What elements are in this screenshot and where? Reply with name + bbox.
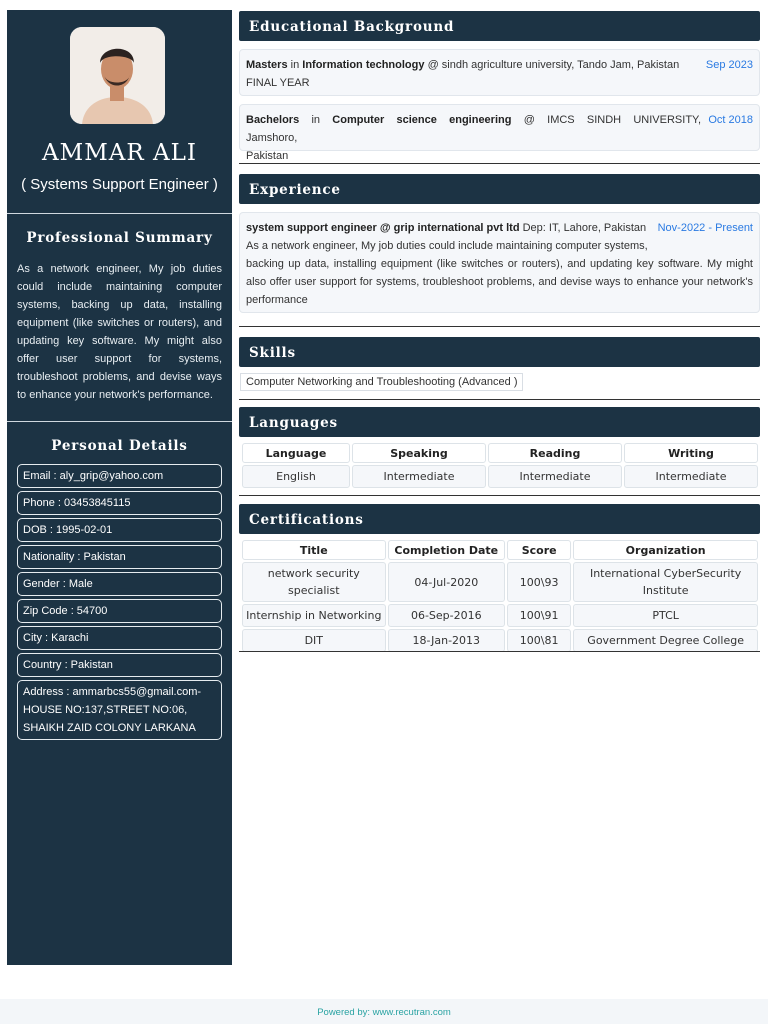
degree: Masters [246,59,288,71]
column-header: Language [242,443,350,463]
skills-heading: Skills [239,337,760,367]
personal-details-list [17,464,222,743]
column-header: Completion Date [388,540,505,560]
education-note: Pakistan [246,150,289,162]
education-date: Oct 2018 [708,114,753,126]
field: Computer science engineering [332,114,512,126]
job-date: Nov-2022 - Present [657,222,753,234]
job-description-line: As a network engineer, My job duties could include maintaining computer systems, [246,240,648,252]
column-header: Organization [573,540,758,560]
column-header: Title [242,540,386,560]
detail-address: Address : ammarbcs55@gmail.com-HOUSE NO:137,STREET NO:06, SHAIKH ZAID COLONY LARKANA [17,680,222,740]
table-cell: 18-Jan-2013 [388,629,505,652]
personal-details-heading: Personal Details [51,438,188,454]
table-cell: DIT [242,629,386,652]
job-description: backing up data, installing equipment (like switches or routers), and updating key software. My might also offer user support for systems, troubleshoot problems, and devise ways to enhance your network's performance [246,258,753,306]
sidebar-divider [7,213,232,214]
detail-city: City : Karachi [17,626,222,650]
table-cell: 100\81 [507,629,571,652]
table-cell: 100\91 [507,604,571,627]
degree: Bachelors [246,114,300,126]
experience-item [239,212,760,313]
table-header-row [242,540,758,560]
footer [0,999,768,1024]
table-cell: English [242,465,350,488]
languages-table [240,441,760,490]
education-item [239,49,760,96]
detail-country: Country : Pakistan [17,653,222,677]
education-heading: Educational Background [239,11,760,41]
summary-text: As a network engineer, My job duties could include maintaining computer systems, backing up data, installing equipment (like switches or routers), and updating key software. My might also offer user support for systems, troubleshoot problems, and devise ways to enhance your network's performance. [17,263,222,401]
certifications-heading: Certifications [239,504,760,534]
detail-zip: Zip Code : 54700 [17,599,222,623]
detail-nationality: Nationality : Pakistan [17,545,222,569]
detail-gender: Gender : Male [17,572,222,596]
sidebar [7,10,232,965]
job-title: system support engineer @ grip international pvt ltd [246,222,520,234]
table-header-row [242,443,758,463]
detail-phone: Phone : 03453845115 [17,491,222,515]
section-rule [239,163,760,164]
certifications-table [240,538,760,654]
table-row [242,562,758,602]
section-rule [239,495,760,496]
in-word: in [311,114,321,126]
institution: @ IMCS SINDH UNIVERSITY, Jamshoro, [246,114,702,144]
detail-email: Email : aly_grip@yahoo.com [17,464,222,488]
table-row [242,604,758,627]
table-cell: network security specialist [242,562,386,602]
table-cell: 04-Jul-2020 [388,562,505,602]
languages-heading: Languages [239,407,760,437]
job-meta: Dep: IT, Lahore, Pakistan [522,222,647,234]
table-row [242,629,758,652]
table-cell: Internship in Networking [242,604,386,627]
column-header: Writing [624,443,758,463]
section-rule [239,326,760,327]
experience-heading: Experience [239,174,760,204]
table-cell: International CyberSecurity Institute [573,562,758,602]
candidate-role: ( Systems Support Engineer ) [21,176,218,193]
table-cell: 06-Sep-2016 [388,604,505,627]
table-cell: Government Degree College [573,629,758,652]
skill-tag: Computer Networking and Troubleshooting (Advanced ) [240,373,523,391]
table-cell: Intermediate [488,465,622,488]
table-cell: Intermediate [352,465,486,488]
sidebar-divider [7,421,232,422]
table-cell: Intermediate [624,465,758,488]
detail-dob: DOB : 1995-02-01 [17,518,222,542]
field: Information technology [302,59,425,71]
table-cell: 100\93 [507,562,571,602]
table-cell: PTCL [573,604,758,627]
section-rule [239,651,760,652]
education-item [239,104,760,162]
footer-link[interactable]: Powered by: www.recutran.com [317,1007,451,1018]
column-header: Reading [488,443,622,463]
column-header: Speaking [352,443,486,463]
institution: @ sindh agriculture university, Tando Jam, Pakistan [427,59,680,71]
section-rule [239,399,760,400]
summary-heading: Professional Summary [26,230,213,246]
person-icon [70,27,165,124]
candidate-name: AMMAR ALI [42,140,197,166]
table-row [242,465,758,488]
column-header: Score [507,540,571,560]
education-date: Sep 2023 [705,59,753,71]
education-note: FINAL YEAR [246,77,310,89]
profile-photo [70,27,165,124]
in-word: in [290,59,300,71]
